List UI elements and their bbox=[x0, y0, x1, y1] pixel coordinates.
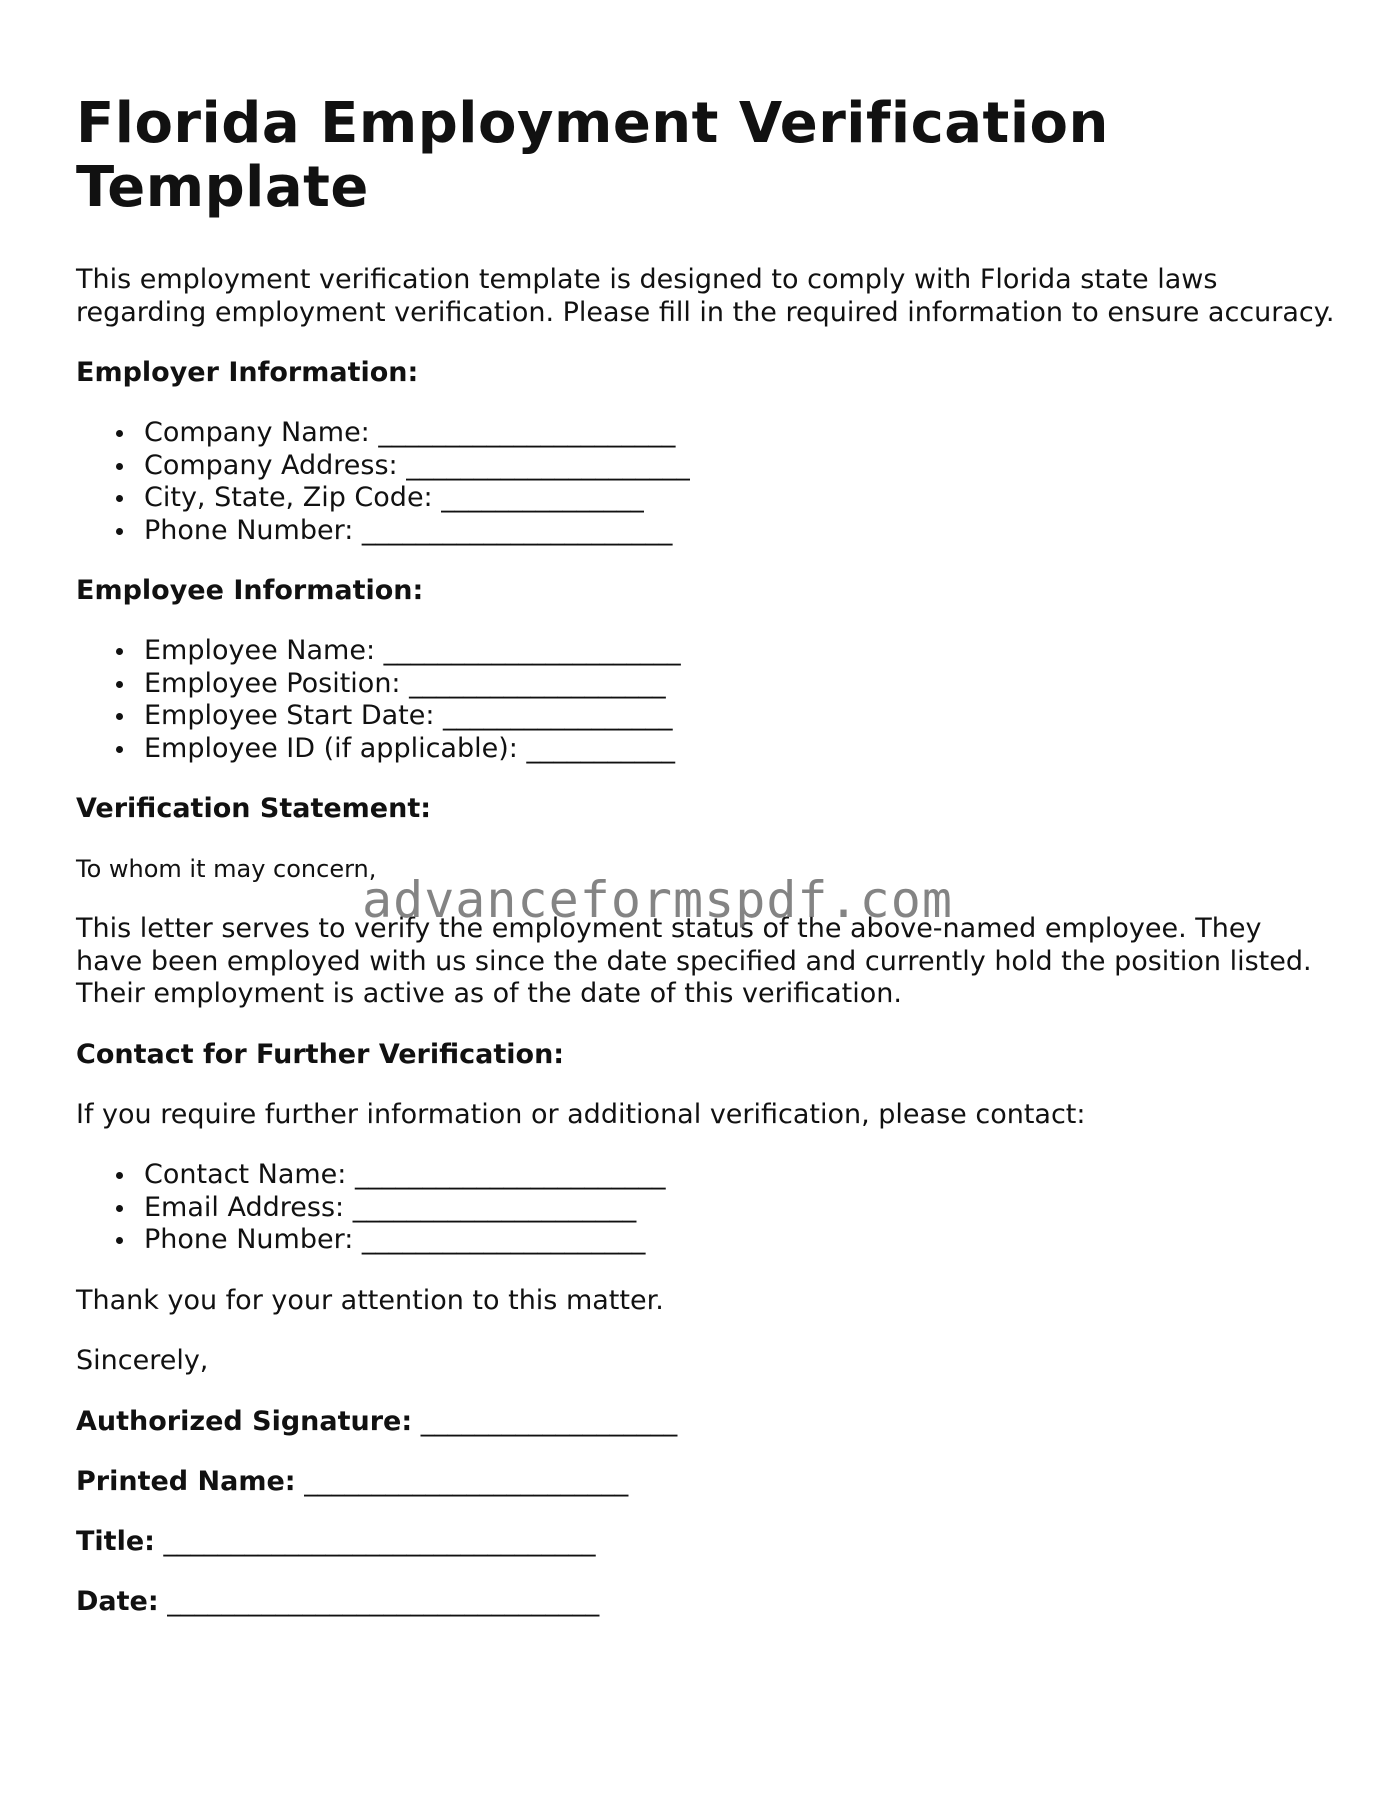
authorized-signature-line bbox=[76, 1406, 1336, 1438]
document-page bbox=[76, 92, 1336, 1646]
authorized-signature-label: Authorized Signature: bbox=[76, 1405, 413, 1437]
watermark: advanceformspdf.com bbox=[362, 871, 953, 929]
contact-intro: If you require further information or additional verification, please contact: bbox=[76, 1098, 1086, 1130]
contact-list bbox=[76, 1159, 1336, 1257]
list-item: Contact Name: _______________________ bbox=[144, 1159, 1336, 1192]
employee-heading: Employee Information: bbox=[76, 575, 424, 606]
page-title: Florida Employment Verification Template bbox=[76, 91, 1109, 220]
verification-body: This letter serves to verify the employment status of the above-named employee. They have been employed with us since the date specified and currently hold the position listed. Their employment is active as of the date of this verification. bbox=[76, 913, 1312, 1009]
printed-name-blank: ________________________ bbox=[304, 1465, 629, 1497]
list-item: Email Address: _____________________ bbox=[144, 1192, 1336, 1225]
printed-name-label: Printed Name: bbox=[76, 1465, 296, 1497]
employer-heading: Employer Information: bbox=[76, 357, 419, 388]
list-item: Phone Number: _____________________ bbox=[144, 1224, 1336, 1257]
date-blank: ________________________________ bbox=[167, 1585, 600, 1617]
authorized-signature-blank: ___________________ bbox=[420, 1405, 678, 1437]
title-blank: ________________________________ bbox=[163, 1525, 596, 1557]
intro-paragraph: This employment verification template is designed to comply with Florida state laws regarding employment verification. Please fill in the required information to ensure accuracy. bbox=[76, 264, 1335, 328]
list-item: Employee Name: ______________________ bbox=[144, 635, 1336, 668]
list-item: Employee Position: ___________________ bbox=[144, 668, 1336, 701]
title-line bbox=[76, 1526, 1336, 1558]
date-line bbox=[76, 1586, 1336, 1618]
title-label: Title: bbox=[76, 1525, 155, 1557]
thanks-text: Thank you for your attention to this matter. bbox=[76, 1284, 664, 1316]
verification-heading: Verification Statement: bbox=[76, 793, 432, 824]
employer-list bbox=[76, 417, 1336, 547]
printed-name-line bbox=[76, 1466, 1336, 1498]
signoff-text: Sincerely, bbox=[76, 1345, 209, 1376]
date-label: Date: bbox=[76, 1585, 159, 1617]
list-item: Phone Number: _______________________ bbox=[144, 515, 1336, 548]
list-item: Company Address: _____________________ bbox=[144, 450, 1336, 483]
salutation: To whom it may concern, bbox=[76, 855, 377, 883]
list-item: Company Name: ______________________ bbox=[144, 417, 1336, 450]
employee-list bbox=[76, 635, 1336, 765]
list-item: Employee Start Date: _________________ bbox=[144, 700, 1336, 733]
contact-heading: Contact for Further Verification: bbox=[76, 1038, 565, 1070]
list-item: Employee ID (if applicable): ___________ bbox=[144, 733, 1336, 766]
list-item: City, State, Zip Code: _______________ bbox=[144, 482, 1336, 515]
